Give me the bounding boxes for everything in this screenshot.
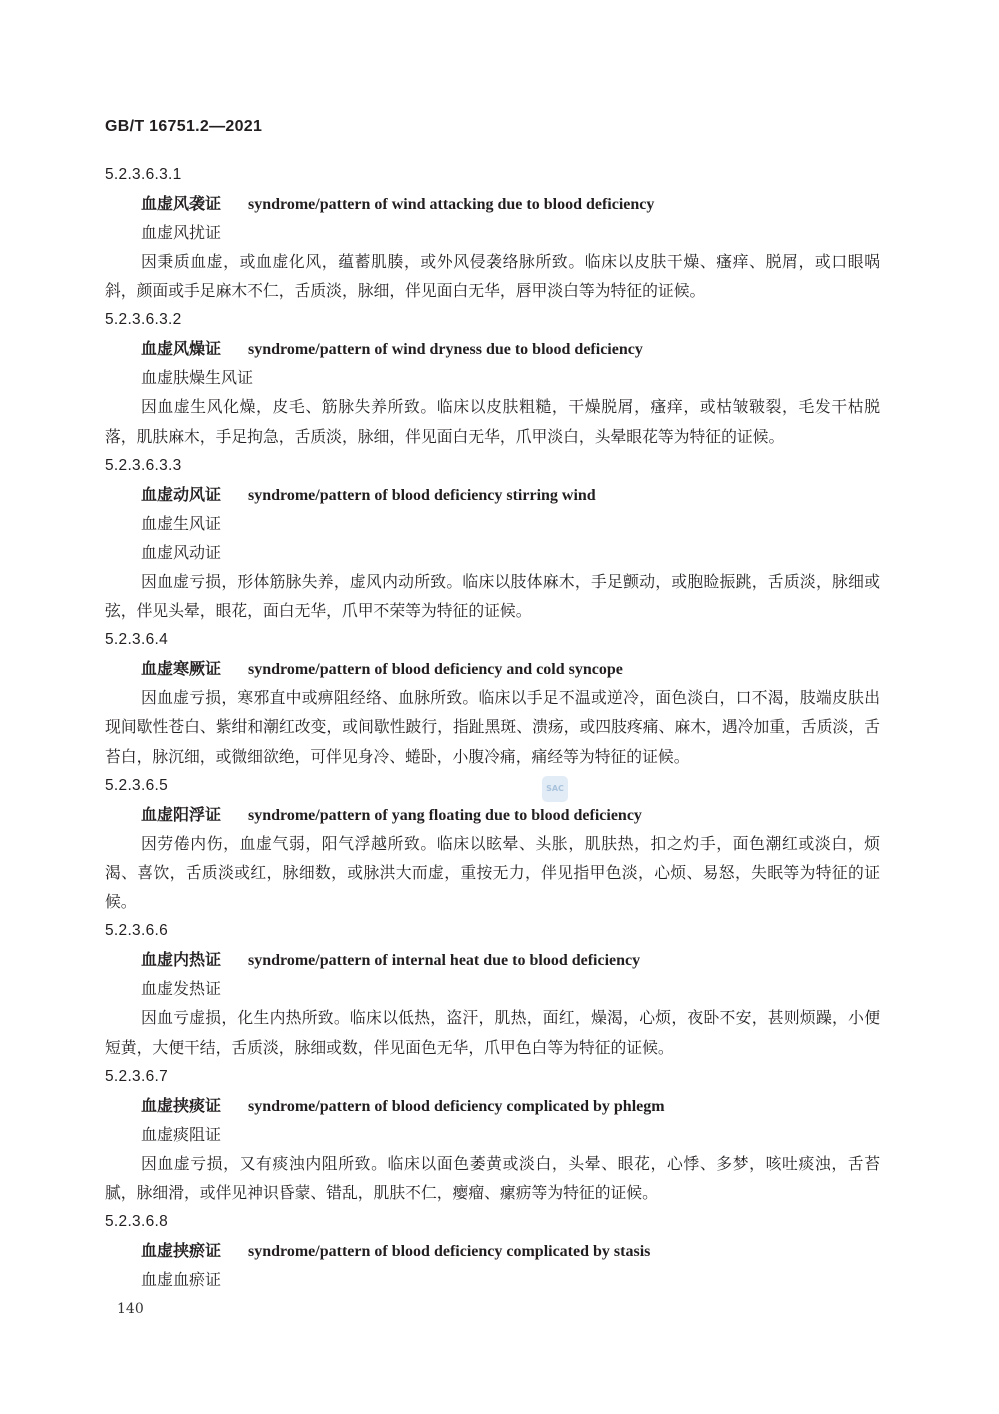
entry-term [105, 480, 880, 509]
entry [105, 305, 880, 450]
entry-number: 5.2.3.6.5 [105, 776, 169, 794]
entry [105, 1207, 880, 1294]
entry-definition: 因血虚亏损，又有痰浊内阻所致。临床以面色萎黄或淡白，头晕、眼花，心悸、多梦，咳吐痰浊，舌苔腻，脉细滑，或伴见神识昏蒙、错乱，肌肤不仁，瘿瘤、瘰疬等为特征的证候。 [105, 1153, 880, 1203]
entry-synonym: 血虚风扰证 [141, 223, 222, 242]
entry-synonym: 血虚痰阻证 [141, 1124, 222, 1144]
entry [105, 771, 880, 917]
entry-term [105, 1236, 880, 1265]
entry-term [105, 189, 880, 218]
entry [105, 1062, 880, 1207]
entry-term [105, 1091, 880, 1120]
entry-number: 5.2.3.6.3.3 [105, 456, 182, 474]
entry-synonym: 血虚风动证 [141, 542, 222, 562]
term-chinese: 血虚内热证 [141, 950, 222, 970]
entry [105, 451, 880, 625]
entry-number: 5.2.3.6.6 [105, 922, 169, 940]
term-english: syndrome/pattern of blood deficiency complicated by phlegm [248, 1097, 665, 1115]
term-chinese: 血虚风燥证 [141, 339, 222, 359]
term-english: syndrome/pattern of blood deficiency stirring wind [248, 486, 596, 504]
term-english: syndrome/pattern of wind dryness due to blood deficiency [248, 341, 643, 359]
entry-definition: 因血虚亏损，寒邪直中或痹阻经络、血脉所致。临床以手足不温或逆冷，面色淡白，口不渴，肢端皮肤出现间歇性苍白、紫绀和潮红改变，或间歇性跛行，指趾黑斑、溃疡，或四肢疼痛、麻木，遇冷加重，舌质淡，舌苔白，脉沉细，或微细欲绝，可伴见身冷、蜷卧，小腹冷痛，痛经等为特征的证候。 [105, 688, 880, 766]
entry [105, 160, 880, 305]
entry-term [105, 654, 880, 683]
term-chinese: 血虚寒厥证 [141, 659, 222, 679]
term-english: syndrome/pattern of blood deficiency and cold syncope [248, 661, 623, 679]
term-chinese: 血虚阳浮证 [141, 804, 222, 824]
term-chinese: 血虚挟痰证 [141, 1095, 222, 1115]
entry-number: 5.2.3.6.3.2 [105, 311, 182, 329]
entry-number: 5.2.3.6.7 [105, 1067, 169, 1085]
entry-term [105, 800, 880, 829]
term-english: syndrome/pattern of wind attacking due to blood deficiency [248, 196, 655, 213]
entry-definition: 因血虚亏损，形体筋脉失养，虚风内动所致。临床以肢体麻木，手足颤动，或胞睑振跳，舌质淡，脉细或弦，伴见头晕，眼花，面白无华，爪甲不荣等为特征的证候。 [105, 571, 880, 621]
entry [105, 916, 880, 1061]
entry-term [105, 945, 880, 974]
entry-definition: 因血虚生风化燥，皮毛、筋脉失养所致。临床以皮肤粗糙，干燥脱屑，瘙痒，或枯皱皲裂，毛发干枯脱落，肌肤麻木，手足拘急，舌质淡，脉细，伴见面白无华，爪甲淡白，头晕眼花等为特征的证候。 [105, 397, 880, 446]
term-english: syndrome/pattern of internal heat due to blood deficiency [248, 952, 641, 970]
entry-term [105, 334, 880, 363]
term-chinese: 血虚动风证 [141, 484, 222, 504]
entry-number: 5.2.3.6.4 [105, 631, 169, 649]
term-english: syndrome/pattern of yang floating due to blood deficiency [248, 806, 642, 824]
term-english: syndrome/pattern of blood deficiency complicated by stasis [248, 1243, 651, 1261]
entry-synonym: 血虚血瘀证 [141, 1270, 222, 1290]
entry-definition: 因血亏虚损，化生内热所致。临床以低热，盗汗，肌热，面红，燥渴，心烦，夜卧不安，甚则烦躁，小便短黄，大便干结，舌质淡，脉细或数，伴见面色无华，爪甲色白等为特征的证候。 [105, 1008, 880, 1057]
entries-container [105, 160, 880, 1294]
page-number: 140 [117, 1301, 144, 1317]
standard-code-header: GB/T 16751.2—2021 [105, 118, 263, 135]
entry-synonym: 血虚生风证 [141, 513, 222, 533]
sac-watermark-logo: SAC [542, 776, 568, 802]
entry-synonym: 血虚肤燥生风证 [141, 368, 254, 388]
entry-definition: 因劳倦内伤，血虚气弱，阳气浮越所致。临床以眩晕、头胀，肌肤热，扣之灼手，面色潮红或淡白，烦渴、喜饮，舌质淡或红，脉细数，或脉洪大而虚，重按无力，伴见指甲色淡，心烦、易怒，失眠等为特征的证候。 [105, 833, 880, 912]
term-chinese: 血虚挟瘀证 [141, 1241, 222, 1261]
entry [105, 625, 880, 771]
entry-synonym: 血虚发热证 [141, 979, 222, 999]
term-chinese: 血虚风袭证 [141, 194, 222, 213]
entry-number: 5.2.3.6.8 [105, 1213, 169, 1231]
entry-number: 5.2.3.6.3.1 [105, 166, 182, 183]
entry-definition: 因秉质血虚，或血虚化风，蕴蓄肌腠，或外风侵袭络脉所致。临床以皮肤干燥、瘙痒、脱屑，或口眼㖞斜，颜面或手足麻木不仁，舌质淡，脉细，伴见面白无华，唇甲淡白等为特征的证候。 [105, 252, 880, 301]
